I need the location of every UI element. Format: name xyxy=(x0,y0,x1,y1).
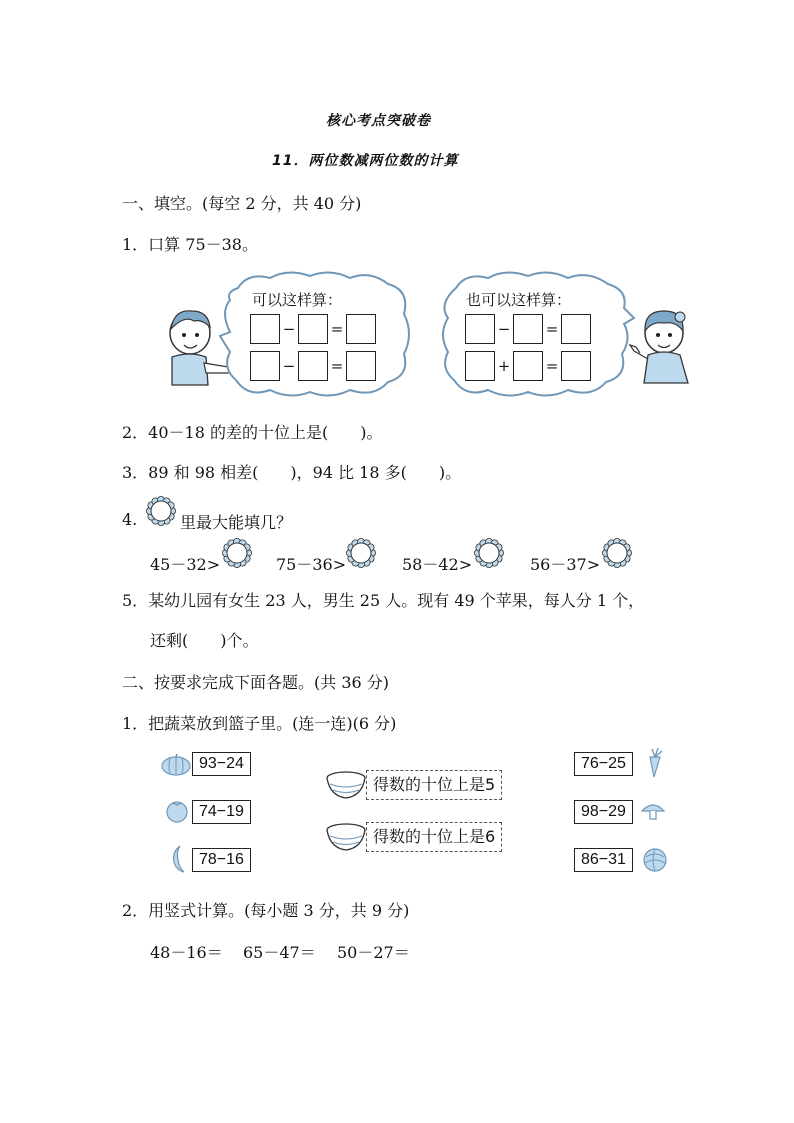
answer-box[interactable] xyxy=(250,351,280,381)
q4-item-4: 56－37> xyxy=(530,555,601,574)
tomato-icon xyxy=(164,798,190,824)
answer-box[interactable] xyxy=(561,314,591,344)
page-title: 核心考点突破卷 xyxy=(326,113,431,129)
expression-box[interactable]: 78−16 xyxy=(192,848,251,872)
q4-number: 4. xyxy=(122,510,138,529)
carrot-icon xyxy=(642,747,668,779)
answer-box[interactable] xyxy=(346,314,376,344)
expression-box[interactable]: 74−19 xyxy=(192,800,251,824)
basket-icon xyxy=(324,820,368,854)
operator: − xyxy=(497,320,511,338)
calc-item-2: 65－47＝ xyxy=(243,943,316,962)
operator: = xyxy=(330,320,344,338)
operator: + xyxy=(497,357,511,375)
bubble-right-row-1 xyxy=(465,314,591,344)
bubble-left-row-1 xyxy=(250,314,376,344)
expression-box[interactable]: 76−25 xyxy=(574,752,633,776)
section-1-heading: 一、填空。(每空 2 分，共 40 分) xyxy=(122,194,362,213)
q5-line-1: 5．某幼儿园有女生 23 人，男生 25 人。现有 49 个苹果，每人分 1 个， xyxy=(122,591,645,610)
pumpkin-icon xyxy=(160,753,192,777)
pepper-icon xyxy=(170,844,190,874)
q4-item-3: 58－42> xyxy=(402,555,473,574)
bubble-right-caption: 也可以这样算： xyxy=(466,291,572,309)
q2-text: 2．40－18 的差的十位上是( )。 xyxy=(122,423,383,442)
bubble-left-row-2 xyxy=(250,351,376,381)
q4-text: 里最大能填几？ xyxy=(180,513,293,532)
answer-box[interactable] xyxy=(298,314,328,344)
q5-line-2: 还剩( )个。 xyxy=(150,631,259,650)
q4-item-2: 75－36> xyxy=(276,555,347,574)
calc-item-3: 50－27＝ xyxy=(337,943,410,962)
expression-box[interactable]: 98−29 xyxy=(574,800,633,824)
answer-box[interactable] xyxy=(346,351,376,381)
basket-icon xyxy=(324,768,368,802)
q4-item-1: 45－32> xyxy=(150,555,221,574)
operator: − xyxy=(282,357,296,375)
answer-box[interactable] xyxy=(465,314,495,344)
expression-box[interactable]: 93−24 xyxy=(192,752,251,776)
page-subtitle: 11．两位数减两位数的计算 xyxy=(272,153,459,169)
cabbage-icon xyxy=(640,845,670,873)
flower-answer-icon[interactable] xyxy=(602,538,632,568)
operator: − xyxy=(282,320,296,338)
answer-box[interactable] xyxy=(250,314,280,344)
flower-shape-icon xyxy=(146,496,176,526)
section-2-heading: 二、按要求完成下面各题。(共 36 分) xyxy=(122,673,390,692)
answer-box[interactable] xyxy=(465,351,495,381)
answer-box[interactable] xyxy=(513,314,543,344)
answer-box[interactable] xyxy=(561,351,591,381)
flower-answer-icon[interactable] xyxy=(346,538,376,568)
q3-text: 3．89 和 98 相差( )，94 比 18 多( )。 xyxy=(122,463,462,482)
expression-box[interactable]: 86−31 xyxy=(574,848,633,872)
calc-item-1: 48－16＝ xyxy=(150,943,223,962)
operator: = xyxy=(545,357,559,375)
answer-box[interactable] xyxy=(298,351,328,381)
basket-label[interactable]: 得数的十位上是6 xyxy=(366,822,502,852)
s2-q2-text: 2．用竖式计算。(每小题 3 分，共 9 分) xyxy=(122,901,410,920)
mushroom-icon xyxy=(640,799,666,823)
bubble-left-caption: 可以这样算： xyxy=(252,291,343,309)
bubble-right-row-2 xyxy=(465,351,591,381)
girl-illustration xyxy=(624,303,696,389)
flower-answer-icon[interactable] xyxy=(474,538,504,568)
q1-text: 1．口算 75－38。 xyxy=(122,235,258,254)
basket-label[interactable]: 得数的十位上是5 xyxy=(366,770,502,800)
flower-answer-icon[interactable] xyxy=(222,538,252,568)
s2-q1-text: 1．把蔬菜放到篮子里。(连一连)(6 分) xyxy=(122,714,397,733)
operator: = xyxy=(330,357,344,375)
operator: = xyxy=(545,320,559,338)
answer-box[interactable] xyxy=(513,351,543,381)
